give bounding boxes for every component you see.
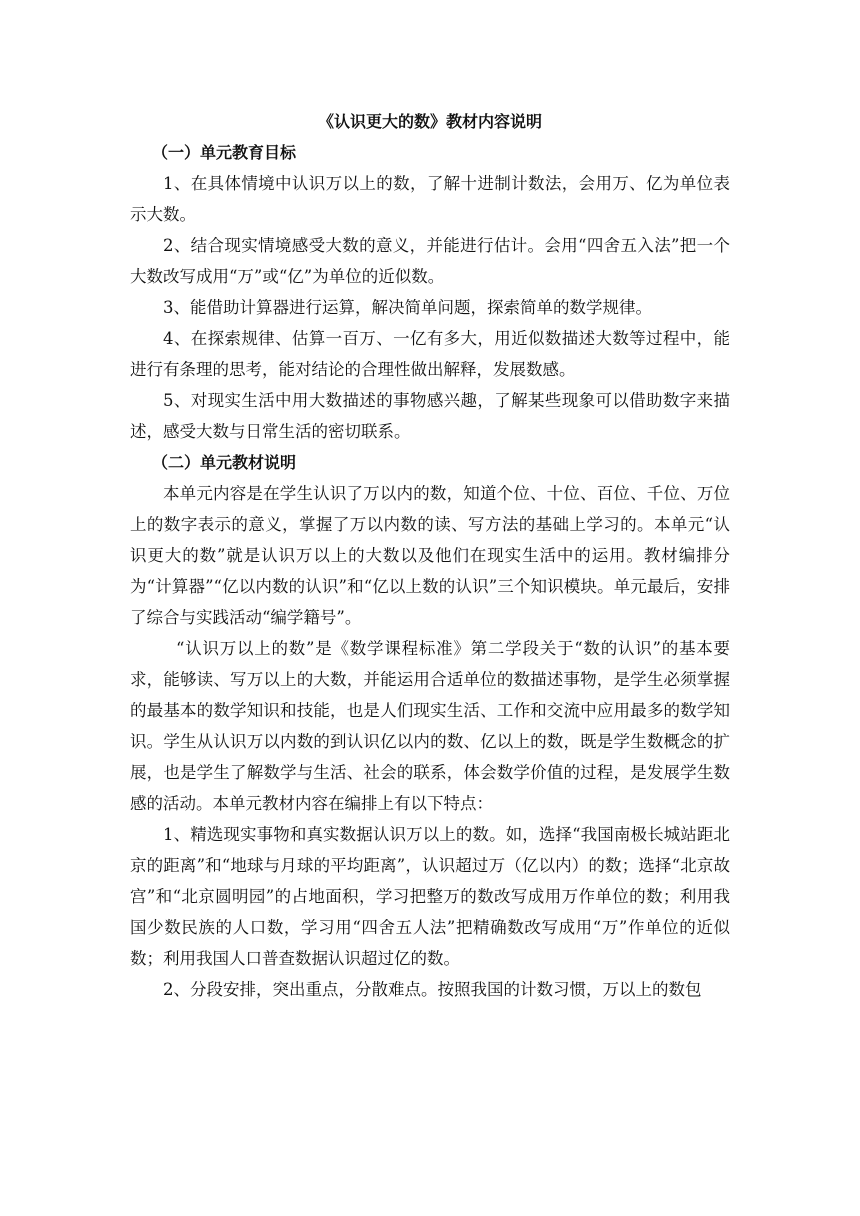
paragraph: 1、在具体情境中认识万以上的数，了解十进制计数法，会用万、亿为单位表示大数。 bbox=[130, 174, 730, 224]
paragraph: 5、对现实生活中用大数描述的事物感兴趣，了解某些现象可以借助数字来描述，感受大数与日常生活的密切联系。 bbox=[130, 391, 730, 441]
paragraph: 1、精选现实事物和真实数据认识万以上的数。如，选择“我国南极长城站距北京的距离”和“地球与月球的平均距离”，认识超过万（亿以内）的数；选择“北京故宫”和“北京圆明园”的占地面积，学习把整万的数改写成用万作单位的数；利用我国少数民族的人口数，学习用“四舍五人法”把精确数改写成用“万”作单位的近似数；利用我国人口普查数据认识超过亿的数。 bbox=[130, 825, 730, 968]
section-heading-goals: （一）单元教育目标 bbox=[152, 143, 297, 162]
section-heading-materials: （二）单元教材说明 bbox=[152, 453, 297, 472]
document-body bbox=[130, 106, 730, 1005]
paragraph: 4、在探索规律、估算一百万、一亿有多大，用近似数描述大数等过程中，能进行有条理的思考，能对结论的合理性做出解释，发展数感。 bbox=[130, 329, 730, 379]
paragraph: 2、分段安排，突出重点，分散难点。按照我国的计数习惯，万以上的数包 bbox=[163, 980, 702, 999]
document-title: 《认识更大的数》教材内容说明 bbox=[317, 112, 542, 131]
paragraph: 本单元内容是在学生认识了万以内的数，知道个位、十位、百位、千位、万位上的数字表示的意义，掌握了万以内数的读、写方法的基础上学习的。本单元“认识更大的数”就是认识万以上的大数以及他们在现实生活中的运用。教材编排分为“计算器”“亿以内数的认识”和“亿以上数的认识”三个知识模块。单元最后，安排了综合与实践活动“编学籍号”。 bbox=[130, 484, 730, 627]
paragraph: 2、结合现实情境感受大数的意义，并能进行估计。会用“四舍五入法”把一个大数改写成用“万”或“亿”为单位的近似数。 bbox=[130, 236, 730, 286]
paragraph: “认识万以上的数”是《数学课程标准》第二学段关于“数的认识”的基本要求，能够读、写万以上的大数，并能运用合适单位的数描述事物，是学生必须掌握的最基本的数学知识和技能，也是人们现实生活、工作和交流中应用最多的数学知识。学生从认识万以内数的到认识亿以内的数、亿以上的数，既是学生数概念的扩展，也是学生了解数学与生活、社会的联系，体会数学价值的过程，是发展学生数感的活动。本单元教材内容在编排上有以下特点： bbox=[130, 639, 730, 813]
paragraph: 3、能借助计算器进行运算，解决简单问题，探索简单的数学规律。 bbox=[163, 298, 652, 317]
